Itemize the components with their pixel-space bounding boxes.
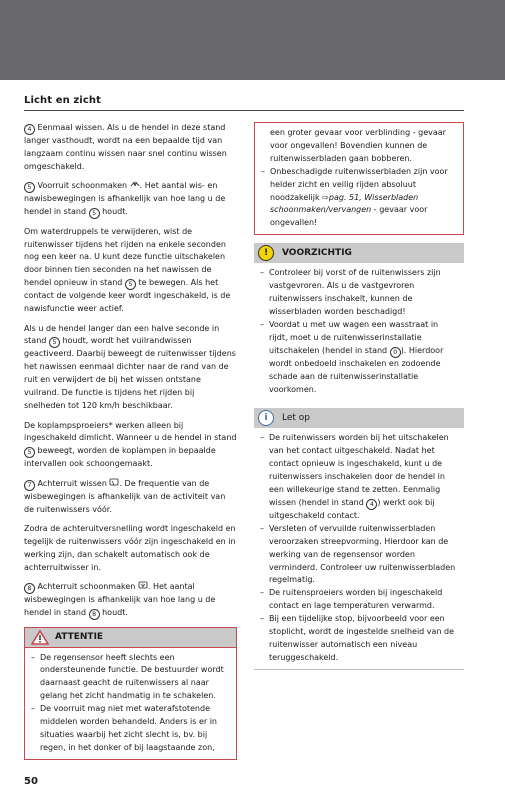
paragraph-edge-wipe: Als u de hendel langer dan een halve seconde in stand 5 houdt, wordt het vuilrandwissen geactiveerd. Daarbij beweegt de ruitenwisser tijdens het nawissen eenmaal dichter naar de rand van de ruit en verwijdert de bij het wissen ontstane vuilrand. De functie is tijdens het rijden bij snelheden tot 120 km/h beschikbaar. [24, 323, 236, 411]
paragraph-reverse-gear: Zodra de achteruitversnelling wordt ingeschakeld en tegelijk de ruitenwissers vóór zijn ingeschakeld en in werking zijn, dan schakelt automatisch ook de achterruitwisser in. [24, 524, 236, 572]
paragraph-headlight-washers: De koplampsproeiers* werken alleen bij ingeschakeld dimlicht. Wanneer u de hendel in stand 5 beweegt, worden de koplampen in bepaalde intervallen ook schoongemaakt. [24, 420, 237, 469]
list-item: – De ruitenwissers worden bij het uitschakelen van het contact uitgeschakeld. Nadat het contact opnieuw is ingeschakeld, kunt u de ruitenwissers inschakelen door de hendel in een willekeurige stand te zetten. Eenmalig wissen (hendel in stand 4 ) werkt ook bij uitgeschakeld contact. [260, 432, 458, 522]
voorzichtig-caution-box [254, 243, 464, 400]
paragraph-front-wash: 5 Voorruit schoonmaken . Het aantal wis- en nawisbewegingen is afhankelijk van hoe lang u de hendel in stand 5 houdt. [24, 181, 226, 218]
position-number-badge: 7 [24, 480, 35, 491]
page-reference-link[interactable]: ⇨pag. 51, Wisserbladen schoonmaken/vervangen [270, 192, 419, 215]
position-number-badge: 4 [366, 499, 377, 510]
position-number-badge: 8 [89, 609, 100, 620]
attentie-body [25, 648, 236, 759]
attentie-header [25, 628, 236, 648]
position-number-badge: 4 [24, 124, 35, 135]
caution-icon: ! [258, 245, 274, 261]
list-item: – De ruitensproeiers worden bij ingeschakeld contact en lage temperaturen verwarmd. [260, 587, 458, 613]
let-op-header [254, 408, 464, 428]
let-op-info-box [254, 408, 464, 669]
washer-front-icon [130, 181, 140, 191]
list-item: – Voordat u met uw wagen een wasstraat in rijdt, moet u de ruitenwisserinstallatie uitschakelen (hendel in stand 0 ). Hierdoor wordt onbedoeld inschakelen en zodoende schade aan de ruitenwisserinstallatie voorkomen. [260, 319, 458, 397]
list-item: – De regensensor heeft slechts een ondersteunende functie. De bestuurder wordt daarnaast geacht de ruitenwissers al naar gelang het zicht handmatig in te schakelen. [31, 652, 230, 704]
section-divider [24, 110, 464, 111]
position-number-badge: 5 [24, 182, 35, 193]
voorzichtig-header [254, 243, 464, 263]
position-number-badge: 5 [89, 208, 100, 219]
continued-text: een groter gevaar voor verblinding - gevaar voor ongevallen! Bovendien kunnen de ruitenwisserbladen gaan bobberen. [270, 128, 446, 163]
position-number-badge: 5 [24, 447, 35, 458]
page-number: 50 [24, 776, 38, 787]
position-number-badge: 0 [390, 347, 401, 358]
paragraph-after-wipe: Om waterdruppels te verwijderen, wist de ruitenwisser tijdens het rijden na enkele seconden nog een keer na. U kunt deze functie uitschakelen door binnen tien seconden na het nawissen de hendel opnieuw in stand 5 te bewegen. Als het contact de volgende keer wordt ingeschakeld, is de nawisfunctie weer actief. [24, 226, 231, 314]
paragraph-rear-wash: 8 Achterruit schoonmaken . Het aantal wisbewegingen is afhankelijk van hoe lang u de hendel in stand 8 houdt. [24, 582, 216, 619]
warning-triangle-icon [31, 630, 49, 645]
let-op-title: Let op [282, 412, 311, 423]
section-title: Licht en zicht [24, 95, 101, 106]
paragraph-wipe-once: 4 Eenmaal wissen. Als u de hendel in deze stand langer vasthoudt, wordt na een bepaalde tijd van langzaam continu wissen naar snel continu wissen omgeschakeld. [24, 123, 227, 171]
position-number-badge: 5 [49, 337, 60, 348]
paragraph-rear-wipe: 7 Achterruit wissen . De frequentie van de wisbewegingen is afhankelijk van de activiteit van de ruitenwissers vóór. [24, 478, 226, 514]
voorzichtig-body [254, 263, 464, 400]
attentie-warning-box [24, 627, 237, 760]
rear-washer-icon [138, 582, 148, 592]
voorzichtig-title: VOORZICHTIG [282, 247, 352, 258]
header-bar [0, 0, 505, 80]
list-item: – Versleten of vervuilde ruitenwisserbladen veroorzaken streepvorming. Hierdoor kan de werking van de regensensor worden verminderd. Controleer uw ruitenwisserbladen regelmatig. [260, 523, 458, 588]
rear-wiper-icon [109, 479, 119, 489]
position-number-badge: 8 [24, 583, 35, 594]
list-item: – De voorruit mag niet met waterafstotende middelen worden behandeld. Anders is er in situaties waarbij het zicht slecht is, bv. bij regen, in het donker of bij laagstaande zon, [31, 703, 230, 755]
right-column [254, 122, 464, 670]
list-item: – Onbeschadigde ruitenwisserbladen zijn voor helder zicht en veilig rijden absoluut noodzakelijk ⇨pag. 51, Wisserbladen schoonmaken/vervangen - gevaar voor ongevallen! [261, 166, 457, 231]
position-number-badge: 5 [125, 279, 136, 290]
list-item: – Controleer bij vorst of de ruitenwissers zijn vastgevroren. Als u de vastgevroren ruitenwissers inschakelt, kunnen de wisserbladen worden beschadigd! [260, 267, 458, 319]
left-column [24, 122, 237, 760]
list-item: – Bij een tijdelijke stop, bijvoorbeeld voor een stoplicht, wordt de ingestelde snelheid van de ruitenwisser automatisch een niveau teruggeschakeld. [260, 613, 458, 665]
let-op-body [254, 428, 464, 669]
attentie-title: ATTENTIE [55, 631, 104, 642]
info-icon: i [258, 410, 274, 426]
attentie-continued-box [254, 122, 464, 235]
